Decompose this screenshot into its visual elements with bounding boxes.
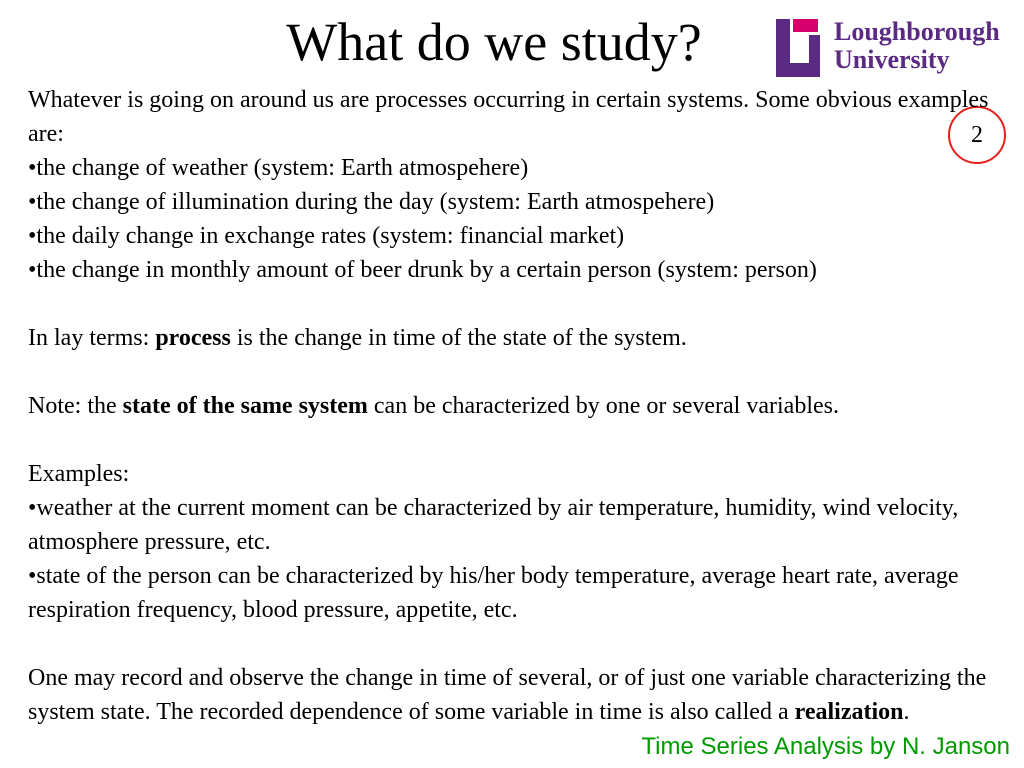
logo-line-2: University — [834, 45, 950, 74]
example-weather: •weather at the current moment can be characterized by air temperature, humidity, wind velocity, atmosphere pressure, etc. — [28, 495, 959, 555]
realization-end: . — [903, 699, 910, 725]
bullet-exchange-rates: •the daily change in exchange rates (system: financial market) — [28, 223, 625, 249]
university-logo — [776, 19, 1022, 79]
process-definition — [28, 321, 1018, 355]
process-prefix: In lay terms: — [28, 325, 156, 351]
examples-heading: Examples: — [28, 461, 130, 487]
logo-wordmark — [834, 18, 1000, 74]
note-term: state of the same system — [122, 393, 368, 419]
realization-paragraph — [28, 661, 1018, 729]
realization-text: One may record and observe the change in time of several, or of just one variable characterizing the system state. The recorded dependence of some variable in time is also called a — [28, 665, 987, 725]
slide-body — [28, 83, 1018, 729]
logo-emblem-icon — [776, 19, 828, 77]
process-suffix: is the change in time of the state of the system. — [230, 325, 687, 351]
process-term: process — [155, 325, 231, 351]
intro-paragraph: Whatever is going on around us are processes occurring in certain systems. Some obvious examples are: — [28, 87, 989, 147]
example-person: •state of the person can be characterized by his/her body temperature, average heart rate, average respiration frequency, blood pressure, appetite, etc. — [28, 563, 959, 623]
slide-title: What do we study? — [286, 12, 702, 72]
bullet-weather: •the change of weather (system: Earth atmospehere) — [28, 155, 529, 181]
page-number-badge: 2 — [948, 106, 1006, 164]
logo-line-1: Loughborough — [834, 17, 1000, 46]
note-prefix: Note: the — [28, 393, 123, 419]
note-suffix: can be characterized by one or several variables. — [367, 393, 839, 419]
bullet-beer: •the change in monthly amount of beer drunk by a certain person (system: person) — [28, 257, 817, 283]
bullet-illumination: •the change of illumination during the day (system: Earth atmospehere) — [28, 189, 715, 215]
state-note — [28, 389, 1018, 423]
realization-term: realization — [794, 699, 904, 725]
slide-footer: Time Series Analysis by N. Janson — [641, 733, 1010, 760]
